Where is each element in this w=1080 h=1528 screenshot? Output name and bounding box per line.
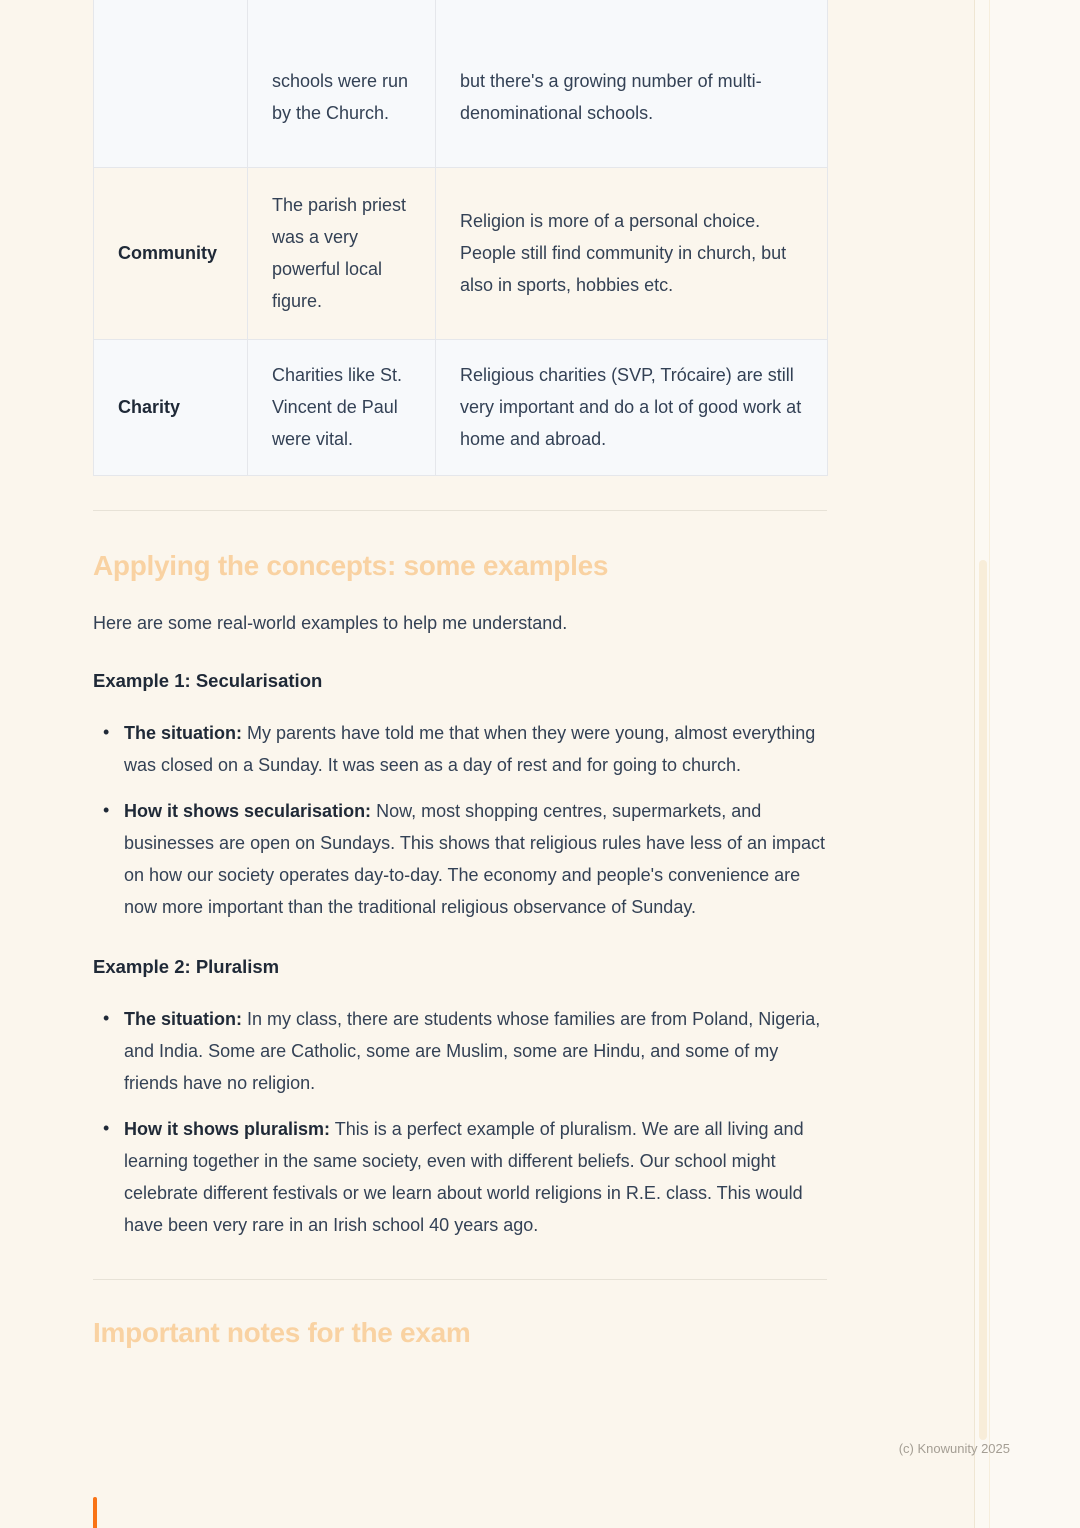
bullet-text: Now, most shopping centres, supermarkets, and businesses are open on Sundays. This shows that religious rules have less of an impact on how our society operates day-to-day. The economy and people's convenience are now more important than the traditional religious observance of Sunday. (124, 800, 826, 917)
list-item (93, 795, 827, 923)
bullet-text: In my class, there are students whose families are from Poland, Nigeria, and India. Some are Catholic, some are Muslim, some are Hindu, and some of my friends have no religion. (124, 1008, 821, 1093)
bullet-lead: The situation: (124, 1008, 242, 1029)
page-edge-line (974, 0, 975, 1528)
table-row-label: Community (94, 167, 248, 339)
callout-accent-bar (93, 1497, 97, 1528)
page-edge-strip (975, 0, 1080, 1528)
example-1-bullet-list (93, 717, 827, 923)
table-row-label (94, 0, 248, 167)
bullet-icon: • (103, 1117, 110, 1138)
list-item (93, 1113, 827, 1241)
section-heading-applying: Applying the concepts: some examples (93, 549, 609, 581)
table-cell-then: schools were run by the Church. (248, 0, 436, 167)
bullet-icon: • (103, 1007, 110, 1028)
document-content (93, 0, 827, 1350)
table-cell-now: Religion is more of a personal choice. People still find community in church, but also in sports, hobbies etc. (436, 167, 828, 339)
bullet-text: My parents have told me that when they were young, almost everything was closed on a Sunday. It was seen as a day of rest and for going to church. (124, 722, 816, 775)
list-item (93, 1003, 827, 1099)
table-row-label: Charity (94, 339, 248, 475)
watermark-text: (c) Knowunity 2025 (898, 1441, 1010, 1456)
page-edge-accent (979, 560, 987, 1440)
table-row (94, 167, 828, 339)
bullet-icon: • (103, 721, 110, 742)
example-2-bullet-list (93, 1003, 827, 1241)
table-cell-now: but there's a growing number of multi-denominational schools. (436, 0, 828, 167)
divider (93, 1279, 827, 1280)
bullet-text: This is a perfect example of pluralism. We are all living and learning together in the same society, even with different beliefs. Our school might celebrate different festivals or we learn about world religions in R.E. class. This would have been very rare in an Irish school 40 years ago. (124, 1118, 804, 1235)
intro-paragraph: Here are some real-world examples to help me understand. (93, 612, 568, 633)
table-row (94, 0, 828, 167)
example-1-title: Example 1: Secularisation (93, 669, 323, 691)
table-row (94, 339, 828, 475)
then-vs-now-table (93, 0, 828, 476)
bullet-lead: The situation: (124, 722, 242, 743)
page-edge-line-secondary (989, 0, 990, 1528)
table-cell-then: Charities like St. Vincent de Paul were vital. (248, 339, 436, 475)
table-cell-then: The parish priest was a very powerful local figure. (248, 167, 436, 339)
list-item (93, 717, 827, 781)
bullet-icon: • (103, 799, 110, 820)
example-2-title: Example 2: Pluralism (93, 955, 280, 977)
table-cell-now: Religious charities (SVP, Trócaire) are still very important and do a lot of good work at home and abroad. (436, 339, 828, 475)
bullet-lead: How it shows secularisation: (124, 800, 372, 821)
bullet-lead: How it shows pluralism: (124, 1118, 331, 1139)
divider (93, 510, 827, 511)
section-heading-exam: Important notes for the exam (93, 1316, 471, 1348)
